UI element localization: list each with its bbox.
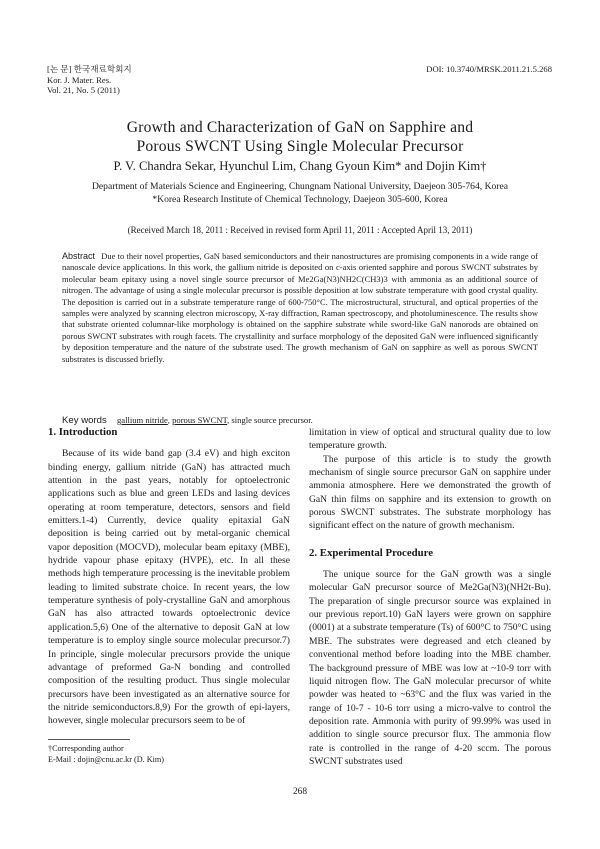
affiliation-1: Department of Materials Science and Engineering, Chungnam National University, Daejeon 305-764, Korea bbox=[91, 181, 509, 192]
section-heading-introduction: 1. Introduction bbox=[48, 426, 118, 438]
abstract-label: Abstract bbox=[62, 251, 96, 261]
keyword-tail: , single source precursor. bbox=[227, 415, 313, 425]
title-line-1: Growth and Characterization of GaN on Sapphire and bbox=[126, 119, 474, 136]
received-dates: (Received March 18, 2011 : Received in revised form April 11, 2011 : Accepted April 13, 2011) bbox=[127, 225, 473, 235]
journal-korean-name: [논 문] 한국재료학회지 bbox=[47, 64, 132, 74]
left-column bbox=[48, 426, 290, 728]
author-list: P. V. Chandra Sekar, Hyunchul Lim, Chang Gyoun Kim* and Dojin Kim† bbox=[113, 159, 487, 173]
journal-abbrev: Kor. J. Mater. Res. bbox=[47, 74, 112, 85]
introduction-paragraph-1-continued: limitation in view of optical and structural quality due to low temperature growth. bbox=[309, 427, 551, 452]
keywords-label: Key words bbox=[62, 415, 107, 426]
affiliations bbox=[40, 181, 560, 206]
abstract bbox=[62, 251, 538, 365]
section-heading-experimental: 2. Experimental Procedure bbox=[309, 546, 434, 559]
keyword-separator: , bbox=[167, 415, 173, 425]
keywords bbox=[62, 415, 313, 426]
paper-title bbox=[40, 118, 560, 156]
experimental-paragraph-1: The unique source for the GaN growth was a single molecular GaN precursor source of Me2Ga(N3)(NH2t-Bu). The preparation of single precursor source was explained in our previous report.10) GaN layers were grown on sapphire (0001) at a substrate temperature (Ts) of 600°C to 750°C using MBE. The substrates were degreased and etch cleaned by conventional method before loading into the MBE chamber. The background pressure of MBE was low at ~10-9 torr with liquid nitrogen flow. The GaN molecular precursor of white powder was heated to ~63°C and the flux was varied in the range of 10-7 - 10-6 torr using a micro-valve to control the deposition rate. Ammonia with purity of 99.99% was used in addition to single source precursor flux. The ammonia flow rate is controlled in the range of 4-20 sccm. The porous SWCNT substrates used bbox=[309, 569, 551, 767]
right-column bbox=[309, 426, 551, 768]
doi: DOI: 10.3740/MRSK.2011.21.5.268 bbox=[426, 64, 552, 74]
author-email: E-Mail : dojin@cnu.ac.kr (D. Kim) bbox=[48, 755, 164, 764]
journal-header bbox=[47, 64, 132, 96]
keyword-link-porous-swcnt[interactable]: porous SWCNT bbox=[172, 415, 228, 425]
affiliation-2: *Korea Research Institute of Chemical Technology, Daejeon 305-600, Korea bbox=[152, 193, 448, 205]
introduction-paragraph-2: The purpose of this article is to study the growth mechanism of single source precursor GaN on sapphire under ammonia atmosphere. Here we demonstrated the growth of GaN thin films on sapphire and its extension to growth on porous SWCNT substrates. The substrate morphology has significant effect on the nature of growth mechanism. bbox=[309, 453, 551, 532]
abstract-text: Due to their novel properties, GaN based semiconductors and their nanostructures are promising components in a wide range of nanoscale device applications. In this work, the gallium nitride is deposited on c-axis oriented sapphire and porous SWCNT substrates by molecular beam epitaxy using a novel single source precursor of Me2Ga(N3)NH2C(CH3)3 with ammonia as an additional source of nitrogen. The advantage of using a single molecular precursor is possible deposition at low substrate temperature with good crystal quality. The deposition is carried out in a substrate temperature range of 600-750°C. The microstructural, structural, and optical properties of the samples were analyzed by scanning electron microscopy, X-ray diffraction, Raman spectroscopy, and photoluminescence. The results show that substrate oriented columnar-like morphology is obtained on the sapphire substrate while sword-like GaN nanorods are obtained on porous SWCNT substrates with rough facets. The crystallinity and surface morphology of the deposited GaN were influenced significantly by deposition temperature and the nature of the substrate used. The growth mechanism of GaN on sapphire as well as porous SWCNT substrates is discussed briefly. bbox=[62, 251, 538, 364]
footnote bbox=[48, 739, 290, 765]
volume-info: Vol. 21, No. 5 (2011) bbox=[47, 85, 120, 96]
title-line-2: Porous SWCNT Using Single Molecular Precursor bbox=[136, 138, 464, 155]
corresponding-author-note: †Corresponding author bbox=[48, 744, 124, 753]
introduction-paragraph-1: Because of its wide band gap (3.4 eV) and high exciton binding energy, gallium nitride (GaN) has attracted much attention in the past years, notably for optoelectronic applications such as blue and green LEDs and lasing devices operating at room temperature, detectors, sensors and field emitters.1-4) Currently, device quality epitaxial GaN deposition is being carried out by metal-organic chemical vapor deposition (MOCVD), molecular beam epitaxy (MBE), hydride vapour phase epitaxy (HVPE), etc. In all these methods high temperature processing is the inevitable problem leading to limited substrate choice. In recent years, the low temperature synthesis of poly-crystalline GaN and amorphous GaN has also attracted towards optoelectronic device application.5,6) One of the alternative to deposit GaN at low temperature is to employ single source molecular precursor.7) In principle, single molecular precursors provide the unique advantage of preformed Ga-N bonding and controlled composition of the resulting product. Thus single molecular precursors have been investigated as an alternative source for the nitride semiconductors.8,9) For the growth of epi-layers, however, single molecular precursors seem to be of bbox=[48, 448, 290, 727]
footnote-rule bbox=[48, 739, 130, 740]
keyword-link-gallium-nitride[interactable]: gallium nitride bbox=[116, 415, 168, 425]
page-number: 268 bbox=[292, 787, 308, 797]
